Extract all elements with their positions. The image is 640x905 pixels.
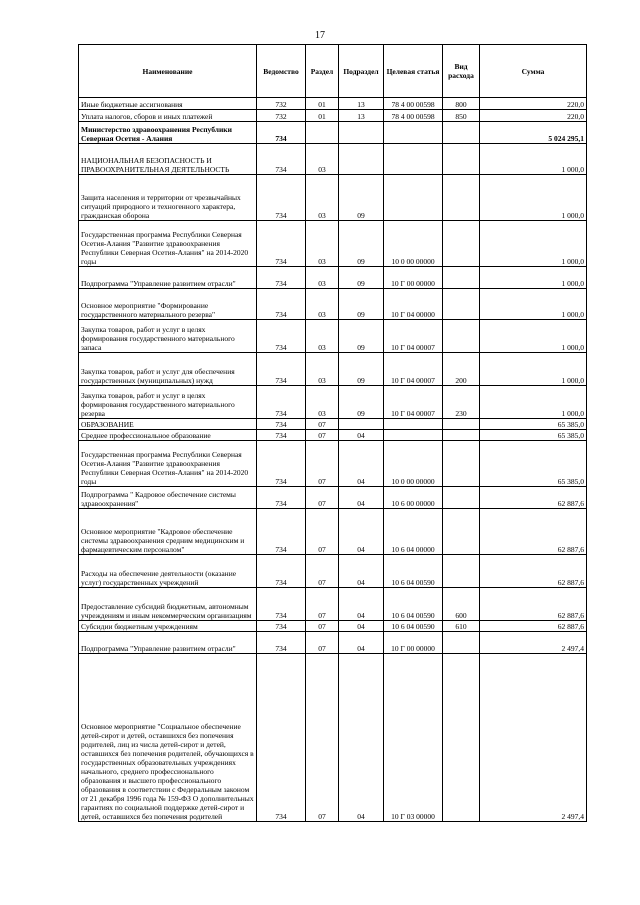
cell-target-article: 10 6 04 00590 [384, 555, 443, 588]
cell-sum: 1 000,0 [480, 175, 587, 221]
cell-name: Основное мероприятие "Кадровое обеспечение системы здравоохранения средним медицинским и фармацевтическим персоналом" [79, 509, 257, 555]
cell-expense-type [443, 144, 480, 175]
cell-target-article: 78 4 00 00598 [384, 98, 443, 110]
cell-razdel: 07 [306, 632, 339, 654]
cell-name: ОБРАЗОВАНИЕ [79, 419, 257, 430]
cell-sum: 220,0 [480, 110, 587, 122]
cell-target-article: 10 0 00 00000 [384, 221, 443, 267]
cell-name: Предоставление субсидий бюджетным, автономным учреждениям и иным некоммерческим организациям [79, 588, 257, 621]
cell-target-article [384, 122, 443, 144]
cell-expense-type [443, 555, 480, 588]
cell-ved: 734 [257, 122, 306, 144]
cell-name: Иные бюджетные ассигнования [79, 98, 257, 110]
cell-ved: 734 [257, 144, 306, 175]
budget-table [78, 44, 587, 822]
cell-razdel: 01 [306, 110, 339, 122]
cell-razdel: 07 [306, 487, 339, 509]
cell-razdel: 07 [306, 621, 339, 632]
cell-expense-type [443, 632, 480, 654]
cell-razdel: 03 [306, 289, 339, 320]
cell-podrazdel: 13 [339, 98, 384, 110]
cell-name: НАЦИОНАЛЬНАЯ БЕЗОПАСНОСТЬ И ПРАВООХРАНИТЕЛЬНАЯ ДЕЯТЕЛЬНОСТЬ [79, 144, 257, 175]
cell-target-article [384, 175, 443, 221]
cell-sum: 1 000,0 [480, 267, 587, 289]
table-row [79, 221, 587, 267]
cell-podrazdel: 04 [339, 509, 384, 555]
cell-ved: 734 [257, 267, 306, 289]
cell-ved: 734 [257, 441, 306, 487]
cell-expense-type [443, 267, 480, 289]
cell-razdel: 07 [306, 654, 339, 822]
cell-sum: 65 385,0 [480, 430, 587, 441]
table-row [79, 621, 587, 632]
cell-target-article: 10 Г 00 00000 [384, 267, 443, 289]
table-header-row [79, 45, 587, 98]
cell-sum: 62 887,6 [480, 509, 587, 555]
cell-expense-type: 200 [443, 353, 480, 386]
cell-target-article: 10 6 00 00000 [384, 487, 443, 509]
table-row [79, 320, 587, 353]
cell-podrazdel [339, 419, 384, 430]
cell-ved: 734 [257, 632, 306, 654]
cell-name: Подпрограмма "Управление развитием отрасли" [79, 267, 257, 289]
cell-name: Министерство здравоохранения Республики Северная Осетия - Алания [79, 122, 257, 144]
cell-expense-type [443, 221, 480, 267]
cell-ved: 734 [257, 430, 306, 441]
cell-ved: 734 [257, 386, 306, 419]
cell-name: Государственная программа Республики Северная Осетия-Алания "Развитие здравоохранения Республики Северная Осетия-Алания" на 2014-2020 годы [79, 221, 257, 267]
cell-sum: 1 000,0 [480, 353, 587, 386]
cell-target-article: 10 Г 00 00000 [384, 632, 443, 654]
cell-name: Среднее профессиональное образование [79, 430, 257, 441]
cell-podrazdel: 13 [339, 110, 384, 122]
cell-sum: 62 887,6 [480, 588, 587, 621]
table-row [79, 654, 587, 822]
cell-target-article: 10 Г 03 00000 [384, 654, 443, 822]
cell-razdel: 03 [306, 221, 339, 267]
header-sum: Сумма [480, 45, 587, 98]
table-row [79, 487, 587, 509]
cell-ved: 734 [257, 320, 306, 353]
cell-name: Подпрограмма "Управление развитием отрасли" [79, 632, 257, 654]
cell-ved: 734 [257, 555, 306, 588]
cell-podrazdel: 04 [339, 588, 384, 621]
cell-expense-type [443, 175, 480, 221]
cell-expense-type [443, 122, 480, 144]
cell-sum: 62 887,6 [480, 621, 587, 632]
cell-target-article: 10 Г 04 00007 [384, 353, 443, 386]
cell-name: Субсидии бюджетным учреждениям [79, 621, 257, 632]
cell-sum: 1 000,0 [480, 144, 587, 175]
cell-target-article: 10 Г 04 00000 [384, 289, 443, 320]
cell-podrazdel: 04 [339, 632, 384, 654]
header-podrazdel: Подраздел [339, 45, 384, 98]
cell-podrazdel: 04 [339, 441, 384, 487]
cell-name: Подпрограмма " Кадровое обеспечение системы здравоохранения" [79, 487, 257, 509]
table-row [79, 441, 587, 487]
cell-target-article: 78 4 00 00598 [384, 110, 443, 122]
cell-expense-type [443, 441, 480, 487]
cell-name: Защита населения и территории от чрезвычайных ситуаций природного и техногенного характера, гражданская оборона [79, 175, 257, 221]
cell-name: Основное мероприятие "Формирование государственного материального резерва" [79, 289, 257, 320]
cell-razdel: 07 [306, 555, 339, 588]
table-row [79, 144, 587, 175]
cell-sum: 1 000,0 [480, 289, 587, 320]
cell-name: Закупка товаров, работ и услуг в целях формирования государственного материального запаса [79, 320, 257, 353]
cell-razdel: 07 [306, 430, 339, 441]
header-expense-type: Вид расхода [443, 45, 480, 98]
header-ved: Ведомство [257, 45, 306, 98]
cell-ved: 732 [257, 98, 306, 110]
cell-target-article [384, 144, 443, 175]
cell-expense-type [443, 430, 480, 441]
cell-ved: 734 [257, 487, 306, 509]
table-row [79, 175, 587, 221]
cell-podrazdel: 09 [339, 221, 384, 267]
cell-ved: 734 [257, 621, 306, 632]
cell-name: Уплата налогов, сборов и иных платежей [79, 110, 257, 122]
table-row [79, 509, 587, 555]
cell-expense-type: 850 [443, 110, 480, 122]
cell-razdel: 03 [306, 353, 339, 386]
table-row [79, 419, 587, 430]
cell-expense-type: 610 [443, 621, 480, 632]
cell-name: Государственная программа Республики Северная Осетия-Алания "Развитие здравоохранения Республики Северная Осетия-Алания" на 2014-2020 годы [79, 441, 257, 487]
cell-razdel: 03 [306, 175, 339, 221]
cell-sum: 5 024 295,1 [480, 122, 587, 144]
cell-ved: 734 [257, 654, 306, 822]
cell-sum: 65 385,0 [480, 419, 587, 430]
cell-sum: 220,0 [480, 98, 587, 110]
cell-razdel: 07 [306, 509, 339, 555]
cell-sum: 1 000,0 [480, 386, 587, 419]
cell-sum: 62 887,6 [480, 555, 587, 588]
cell-expense-type [443, 289, 480, 320]
cell-target-article: 10 6 04 00000 [384, 509, 443, 555]
cell-name: Закупка товаров, работ и услуг в целях формирования государственного материального резерва [79, 386, 257, 419]
cell-expense-type: 600 [443, 588, 480, 621]
cell-podrazdel: 09 [339, 386, 384, 419]
cell-target-article [384, 419, 443, 430]
table-row [79, 122, 587, 144]
cell-ved: 734 [257, 221, 306, 267]
cell-razdel: 03 [306, 320, 339, 353]
header-name: Наименование [79, 45, 257, 98]
table-row [79, 386, 587, 419]
cell-expense-type: 800 [443, 98, 480, 110]
cell-sum: 2 497,4 [480, 654, 587, 822]
cell-podrazdel: 09 [339, 289, 384, 320]
cell-name: Основное мероприятие "Социальное обеспечение детей-сирот и детей, оставшихся без попечения родителей, лиц из числа детей-сирот и детей, оставшихся без попечения родителей, обучающихся в государственных образовательных учреждениях начального, среднего профессионального образования и высшего профессионального образования в соответствии с Федеральным законом от 21 декабря 1996 года № 159-ФЗ О дополнительных гарантиях по социальной поддержке детей-сирот и детей, оставшихся без попечения родителей [79, 654, 257, 822]
table-row [79, 588, 587, 621]
cell-razdel: 03 [306, 144, 339, 175]
cell-expense-type [443, 487, 480, 509]
cell-ved: 734 [257, 289, 306, 320]
cell-sum: 65 385,0 [480, 441, 587, 487]
table-row [79, 110, 587, 122]
cell-target-article: 10 Г 04 00007 [384, 320, 443, 353]
cell-ved: 734 [257, 509, 306, 555]
cell-podrazdel: 04 [339, 555, 384, 588]
cell-sum: 1 000,0 [480, 320, 587, 353]
header-razdel: Раздел [306, 45, 339, 98]
cell-podrazdel: 09 [339, 175, 384, 221]
cell-razdel: 03 [306, 386, 339, 419]
table-row [79, 632, 587, 654]
cell-ved: 734 [257, 588, 306, 621]
cell-expense-type: 230 [443, 386, 480, 419]
cell-razdel [306, 122, 339, 144]
cell-ved: 734 [257, 353, 306, 386]
cell-razdel: 07 [306, 441, 339, 487]
cell-target-article: 10 Г 04 00007 [384, 386, 443, 419]
cell-razdel: 01 [306, 98, 339, 110]
table-row [79, 430, 587, 441]
cell-name: Расходы на обеспечение деятельности (оказание услуг) государственных учреждений [79, 555, 257, 588]
table-row [79, 555, 587, 588]
cell-sum: 62 887,6 [480, 487, 587, 509]
cell-target-article [384, 430, 443, 441]
table-row [79, 353, 587, 386]
cell-podrazdel: 04 [339, 430, 384, 441]
table-row [79, 98, 587, 110]
cell-podrazdel [339, 122, 384, 144]
cell-ved: 732 [257, 110, 306, 122]
cell-razdel: 03 [306, 267, 339, 289]
cell-sum: 1 000,0 [480, 221, 587, 267]
cell-ved: 734 [257, 175, 306, 221]
cell-sum: 2 497,4 [480, 632, 587, 654]
cell-expense-type [443, 419, 480, 430]
cell-razdel: 07 [306, 419, 339, 430]
table-row [79, 289, 587, 320]
cell-target-article: 10 6 04 00590 [384, 588, 443, 621]
cell-podrazdel: 09 [339, 267, 384, 289]
page-number: 17 [315, 30, 325, 41]
cell-expense-type [443, 509, 480, 555]
cell-podrazdel: 04 [339, 487, 384, 509]
cell-target-article: 10 6 04 00590 [384, 621, 443, 632]
cell-podrazdel: 09 [339, 353, 384, 386]
cell-podrazdel: 09 [339, 320, 384, 353]
cell-podrazdel [339, 144, 384, 175]
cell-name: Закупка товаров, работ и услуг для обеспечения государственных (муниципальных) нужд [79, 353, 257, 386]
cell-target-article: 10 0 00 00000 [384, 441, 443, 487]
cell-podrazdel: 04 [339, 621, 384, 632]
header-target-article: Целевая статья [384, 45, 443, 98]
table-row [79, 267, 587, 289]
cell-expense-type [443, 320, 480, 353]
cell-expense-type [443, 654, 480, 822]
cell-ved: 734 [257, 419, 306, 430]
cell-podrazdel: 04 [339, 654, 384, 822]
cell-razdel: 07 [306, 588, 339, 621]
